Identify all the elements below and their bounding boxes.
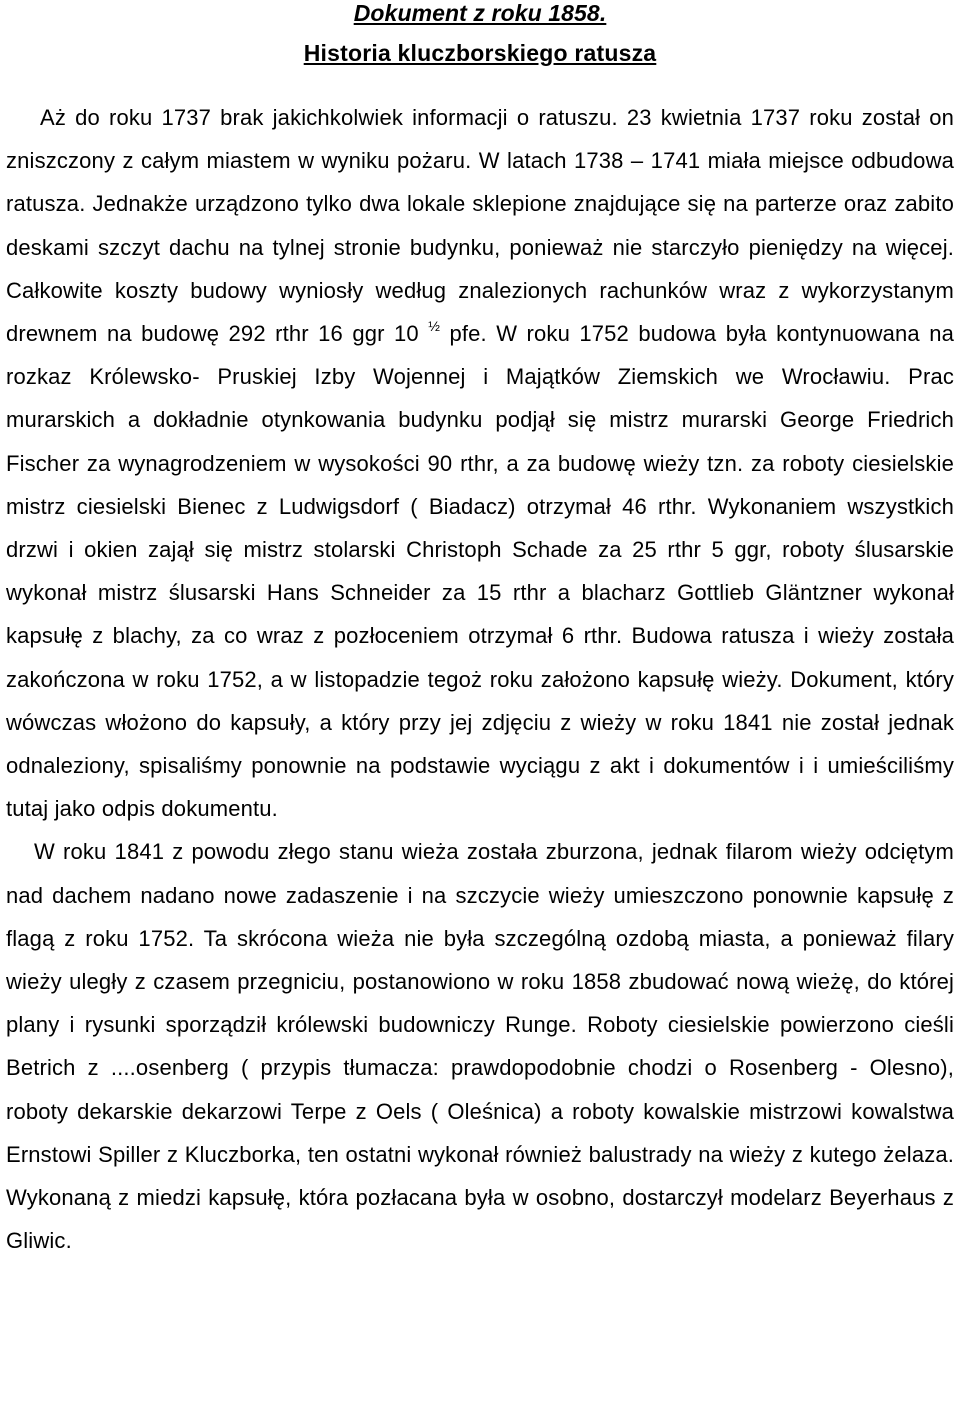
document-title: Dokument z roku 1858. bbox=[353, 0, 607, 26]
document-subtitle: Historia kluczborskiego ratusza bbox=[303, 40, 657, 66]
paragraph-1 bbox=[6, 96, 954, 830]
fraction-half: ½ bbox=[428, 317, 441, 334]
document-page bbox=[6, 0, 954, 1262]
paragraph-1-text-a: Aż do roku 1737 brak jakichkolwiek informacji o ratuszu. 23 kwietnia 1737 roku został on zniszczony z całym miastem w wyniku pożaru. W latach 1738 – 1741 miała miejsce odbudowa ratusza. Jednakże urządzono tylko dwa lokale sklepione znajdujące się na parterze oraz zabito deskami szczyt dachu na tylnej stronie budynku, ponieważ nie starczyło pieniędzy na więcej. Całkowite koszty budowy wyniosły według znalezionych rachunków wraz z wykorzystanym drewnem na budowę 292 rthr 16 ggr 10 bbox=[6, 105, 954, 347]
paragraph-2: W roku 1841 z powodu złego stanu wieża została zburzona, jednak filarom wieży odciętym nad dachem nadano nowe zadaszenie i na szczycie wieży umieszczono ponownie kapsułę z flagą z roku 1752. Ta skrócona wieża nie była szczególną ozdobą miasta, a ponieważ filary wieży uległy z czasem przegniciu, postanowiono w roku 1858 zbudować nową wieżę, do której plany i rysunki sporządził królewski budowniczy Runge. Roboty ciesielskie powierzono cieśli Betrich z ....osenberg ( przypis tłumacza: prawdopodobnie chodzi o Rosenberg - Olesno), roboty dekarskie dekarzowi Terpe z Oels ( Oleśnica) a roboty kowalskie mistrzowi kowalstwa Ernstowi Spiller z Kluczborka, ten ostatni wykonał również balustrady na wieży z kutego żelaza. Wykonaną z miedzi kapsułę, która pozłacana była w osobno, dostarczył modelarz Beyerhaus z Gliwic. bbox=[6, 839, 954, 1254]
paragraph-1-text-b: pfe. W roku 1752 budowa była kontynuowana na rozkaz Królewsko- Pruskiej Izby Wojennej i Majątków Ziemskich we Wrocławiu. Prac murarskich a dokładnie otynkowania budynku podjął się mistrz murarski George Friedrich Fischer za wynagrodzeniem w wysokości 90 rthr, a za budowę wieży tzn. za roboty ciesielskie mistrz ciesielski Bienec z Ludwigsdorf ( Biadacz) otrzymał 46 rthr. Wykonaniem wszystkich drzwi i okien zajął się mistrz stolarski Christoph Schade za 25 rthr 5 ggr, roboty ślusarskie wykonał mistrz ślusarski Hans Schneider za 15 rthr a blacharz Gottlieb Gläntzner wykonał kapsułę z blachy, za co wraz z pozłoceniem otrzymał 6 rthr. Budowa ratusza i wieży została zakończona w roku 1752, a w listopadzie tegoż roku założono kapsułę wieży. Dokument, który wówczas włożono do kapsuły, a który przy jej zdjęciu z wieży w roku 1841 nie został jednak odnaleziony, spisaliśmy ponownie na podstawie wyciągu z akt i dokumentów i i umieściliśmy tutaj jako odpis dokumentu. bbox=[6, 321, 954, 822]
